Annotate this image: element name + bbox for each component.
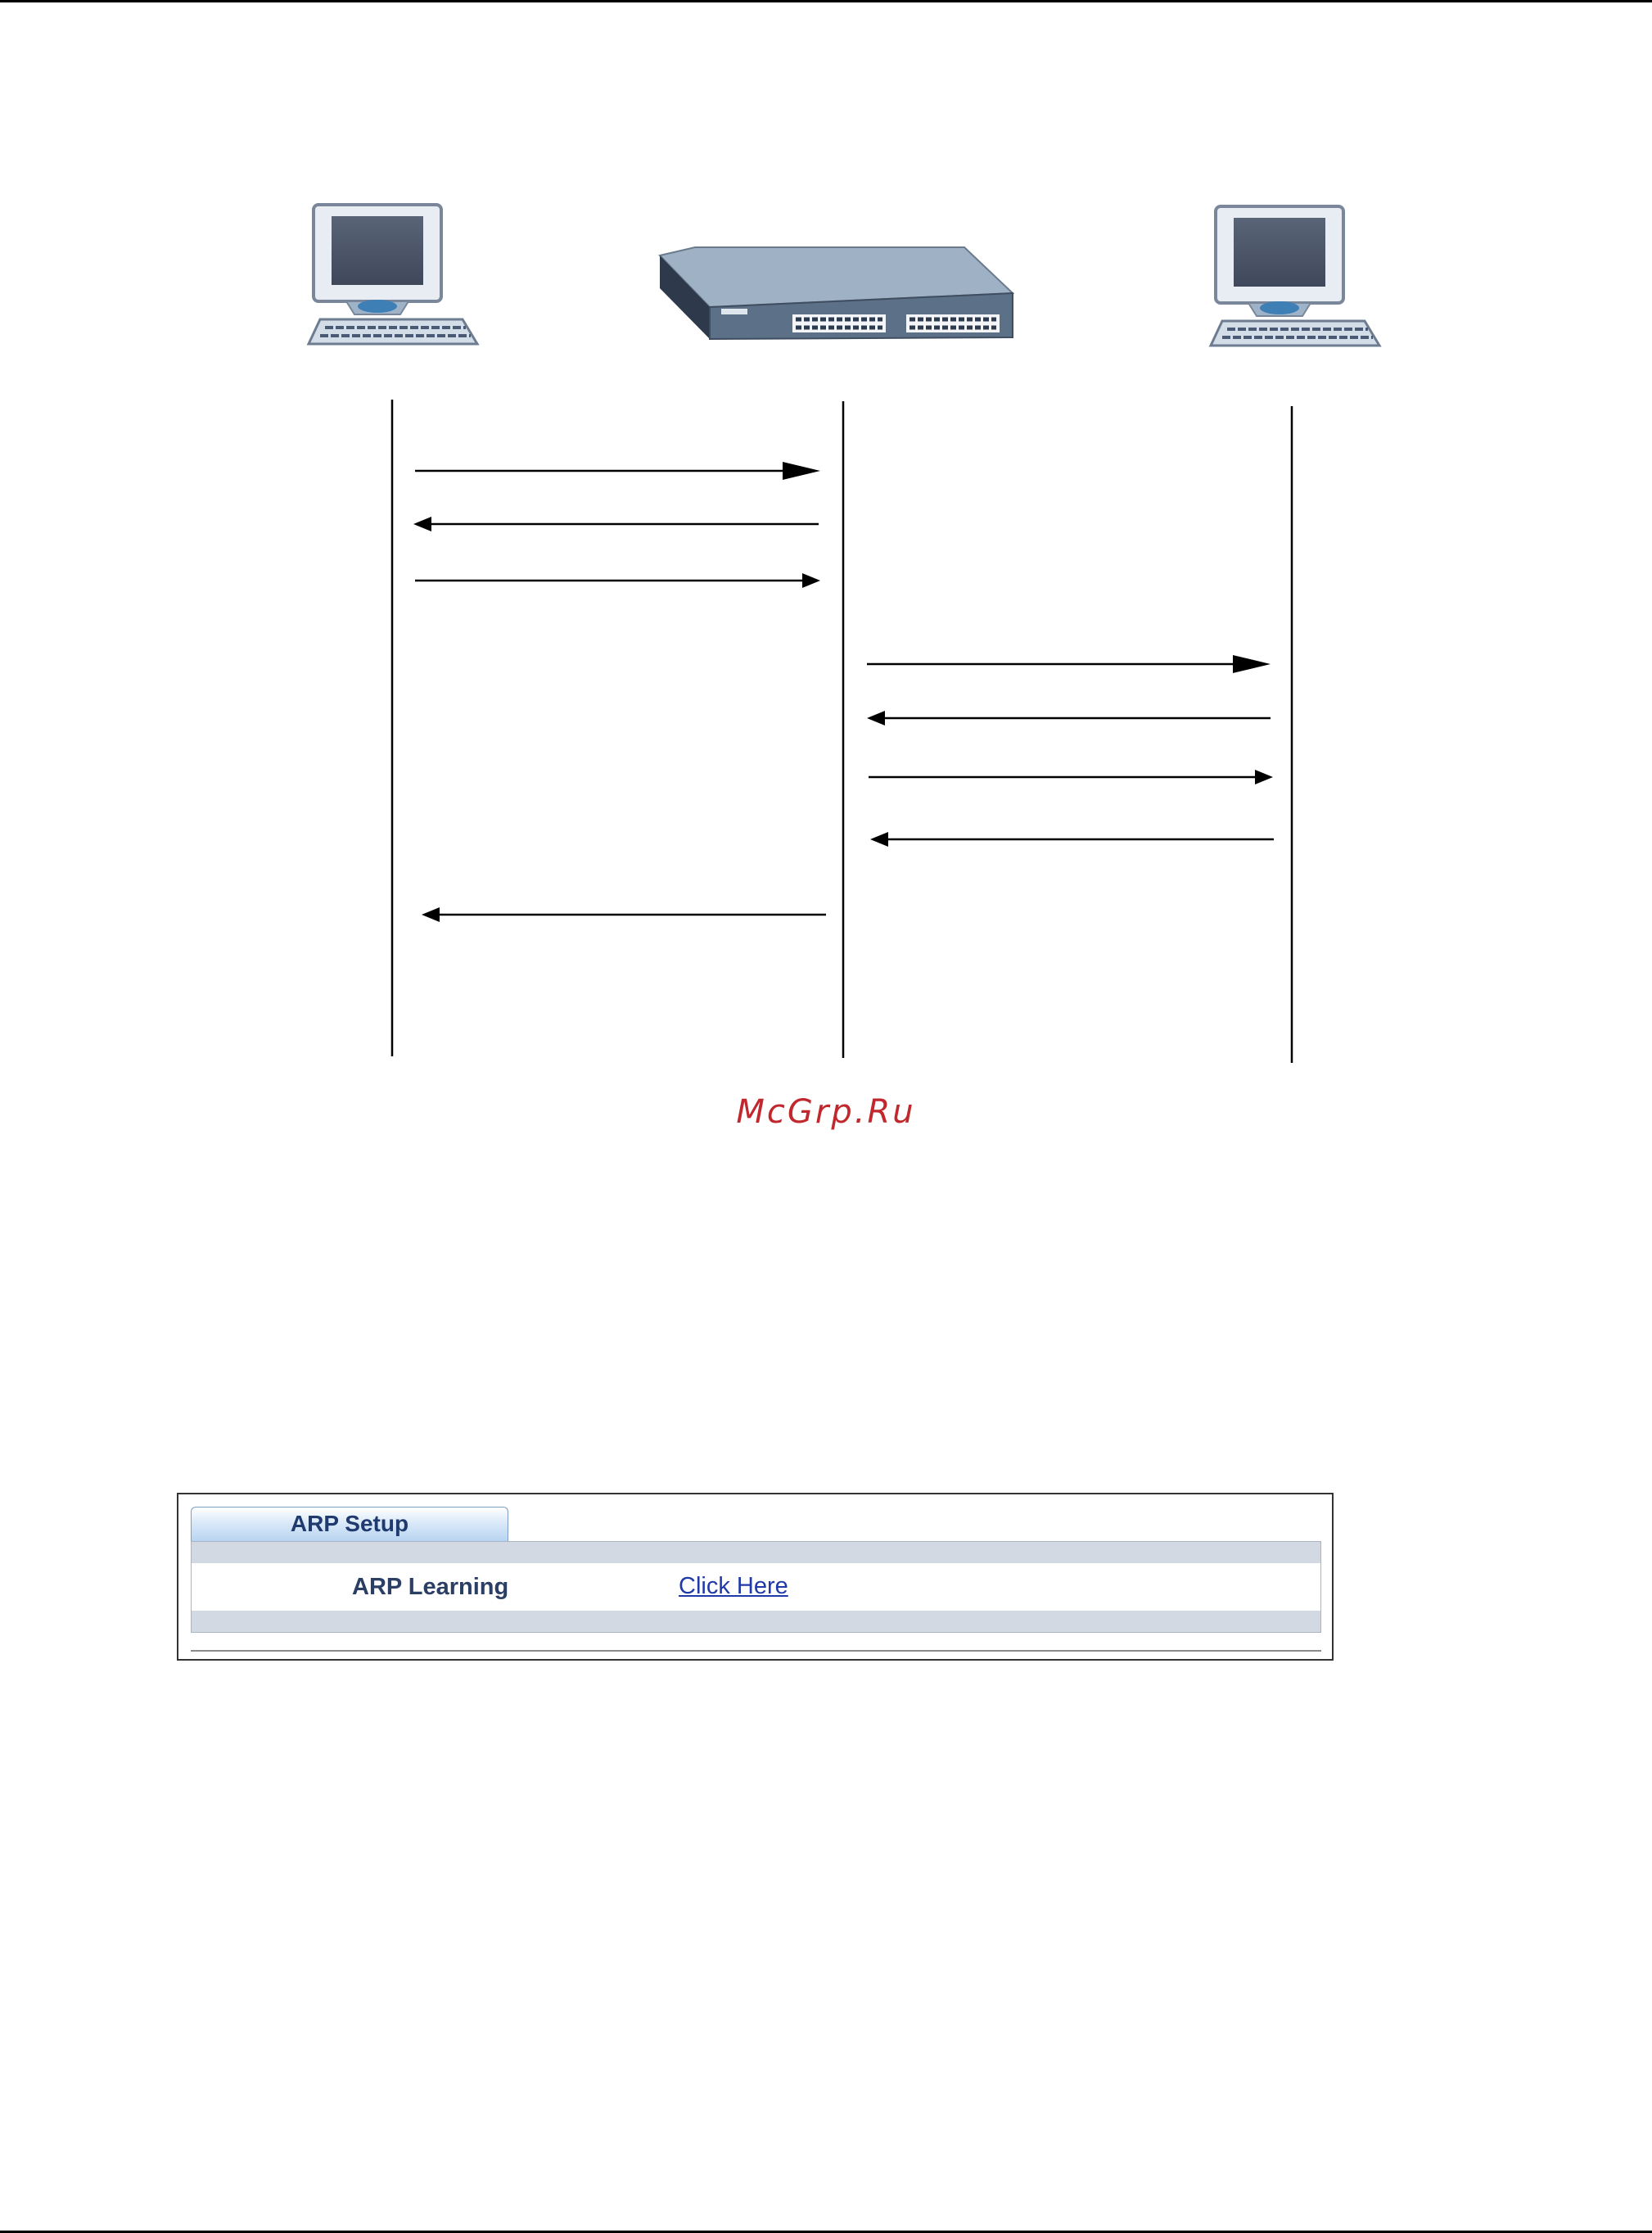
- message-arrow: [869, 770, 1273, 784]
- arp-learning-click-here-link[interactable]: Click Here: [679, 1573, 788, 1599]
- arp-learning-label: ARP Learning: [352, 1574, 509, 1600]
- panel-header-band: [192, 1542, 1320, 1563]
- message-arrow: [867, 711, 1271, 725]
- tab-arp-setup[interactable]: ARP Setup: [191, 1507, 508, 1541]
- switch-icon: [660, 247, 1013, 339]
- computer-icon: [309, 205, 477, 344]
- message-arrow: [422, 907, 826, 922]
- panel-divider: [191, 1650, 1321, 1652]
- arp-setup-panel: [191, 1541, 1321, 1633]
- message-arrow: [415, 462, 820, 480]
- message-arrow: [867, 655, 1271, 673]
- panel-footer-band: [192, 1611, 1320, 1632]
- arp-sequence-diagram: [0, 0, 1652, 1081]
- message-arrow: [413, 517, 819, 531]
- watermark: McGrp.Ru: [736, 1093, 916, 1131]
- computer-icon: [1211, 206, 1379, 346]
- message-arrow: [415, 573, 820, 588]
- message-arrow: [870, 832, 1274, 847]
- arp-setup-screenshot: [177, 1493, 1334, 1661]
- arp-learning-row: [192, 1563, 1320, 1611]
